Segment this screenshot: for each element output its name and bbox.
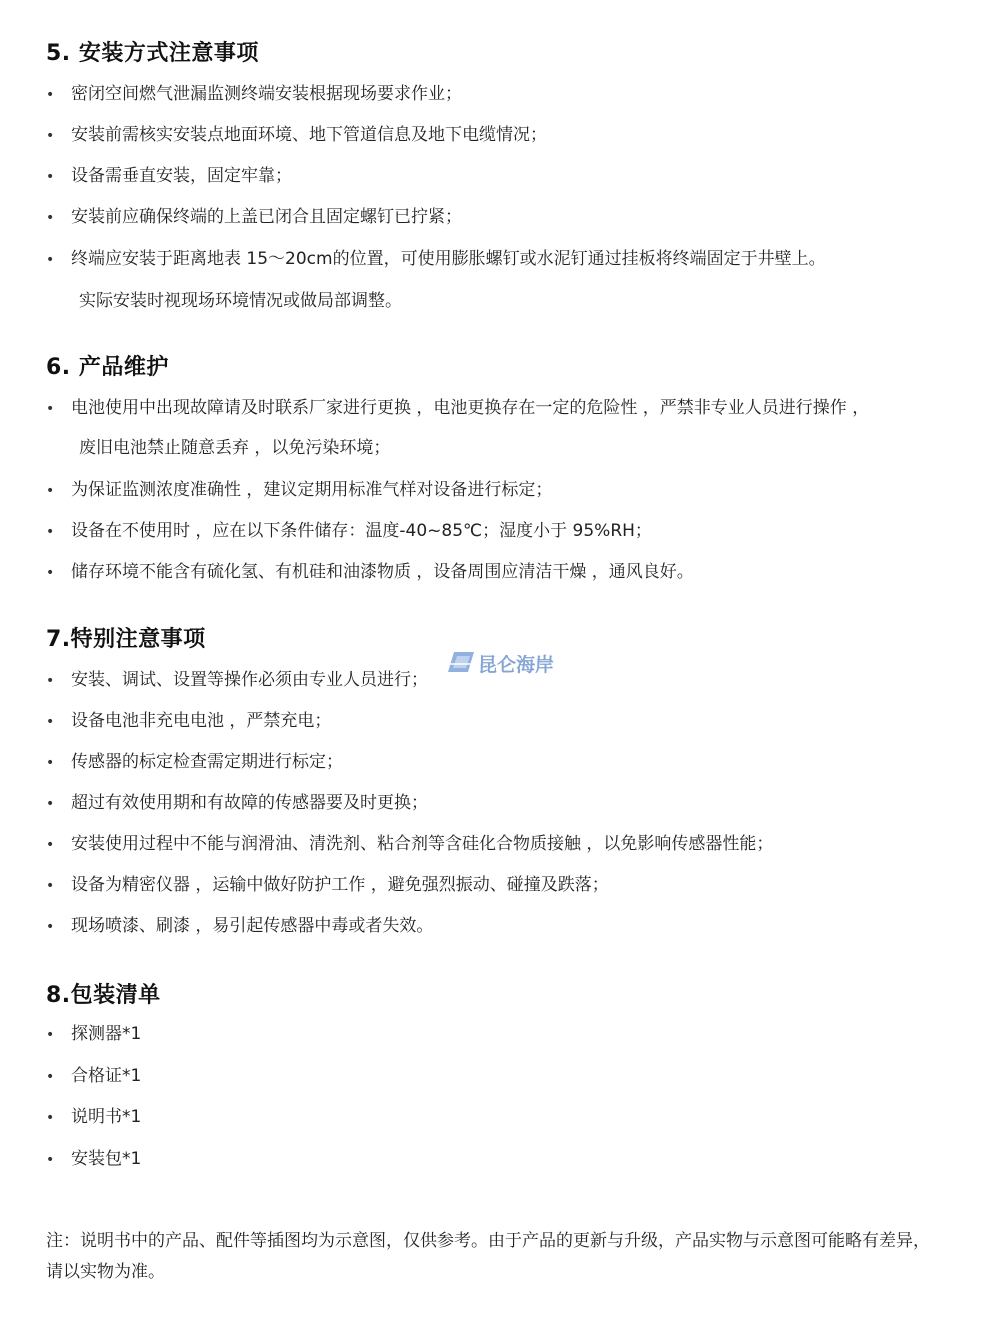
bullet-icon: •	[46, 1069, 55, 1085]
list-item-text: 设备在不使用时 ，应在以下条件储存：温度-40~85℃；湿度小于 95%RH；	[71, 521, 652, 541]
list-item	[46, 709, 331, 734]
list-item-continuation: 实际安装时视现场环境情况或做局部调整。	[79, 291, 402, 311]
bullet-icon: •	[46, 401, 55, 417]
bullet-icon: •	[46, 169, 55, 185]
list-item-text: 终端应安装于距离地表 15～20cm的位置，可使用膨胀螺钉或水泥钉通过挂板将终端固定于井壁上。	[71, 249, 826, 269]
list-item-text: 设备需垂直安装，固定牢靠；	[71, 166, 292, 186]
disclaimer-note: 注：说明书中的产品、配件等插图均为示意图，仅供参考。由于产品的更新与升级，产品实物与示意图可能略有差异，请以实物为准。	[46, 1231, 930, 1282]
list-item	[46, 478, 552, 503]
section-5-title: 5. 安装方式注意事项	[46, 41, 259, 66]
list-item-text: 探测器*1	[71, 1024, 142, 1044]
bullet-icon: •	[46, 1027, 55, 1043]
section-7-title: 7.特别注意事项	[46, 627, 206, 652]
list-item-continuation: 废旧电池禁止随意丢弃 ，以免污染环境；	[79, 438, 391, 458]
list-item-text: 合格证*1	[71, 1066, 142, 1086]
list-item-text: 设备电池非充电电池 ，严禁充电；	[71, 711, 332, 731]
bullet-icon: •	[46, 87, 55, 103]
bullet-icon: •	[46, 524, 55, 540]
bullet-icon: •	[46, 210, 55, 226]
list-item	[46, 164, 292, 189]
list-item-text: 电池使用中出现故障请及时联系厂家进行更换 ，电池更换存在一定的危险性 ，严禁非专业人员进行操作 ，	[71, 398, 870, 418]
list-item-text: 现场喷漆、刷漆 ，易引起传感器中毒或者失效。	[71, 916, 434, 936]
list-item	[46, 1105, 141, 1130]
list-item	[46, 1022, 141, 1047]
kunlun-logo-icon	[446, 651, 476, 677]
list-item-text: 储存环境不能含有硫化氢、有机硅和油漆物质 ，设备周围应清洁干燥 ，通风良好。	[71, 562, 694, 582]
list-item-text: 为保证监测浓度准确性 ，建议定期用标准气样对设备进行标定；	[71, 480, 553, 500]
list-item	[46, 519, 652, 544]
list-item	[46, 914, 433, 939]
list-item-text: 安装前需核实安装点地面环境、地下管道信息及地下电缆情况；	[71, 125, 547, 145]
list-item	[46, 873, 609, 898]
list-item-text: 安装使用过程中不能与润滑油、清洗剂、粘合剂等含硅化合物质接触 ，以免影响传感器性能；	[71, 834, 774, 854]
bullet-icon: •	[46, 755, 55, 771]
list-item	[46, 1147, 141, 1172]
list-item-text: 说明书*1	[71, 1107, 142, 1127]
list-item	[46, 123, 547, 148]
bullet-icon: •	[46, 673, 55, 689]
list-item-text: 安装、调试、设置等操作必须由专业人员进行；	[71, 670, 428, 690]
list-item	[46, 832, 773, 857]
bullet-icon: •	[46, 714, 55, 730]
list-item	[46, 750, 343, 775]
bullet-icon: •	[46, 919, 55, 935]
list-item	[46, 82, 462, 107]
watermark	[446, 650, 554, 677]
list-item-text: 设备为精密仪器 ，运输中做好防护工作 ，避免强烈振动、碰撞及跌落；	[71, 875, 609, 895]
bullet-icon: •	[46, 1110, 55, 1126]
bullet-icon: •	[46, 1152, 55, 1168]
list-item	[46, 560, 694, 585]
list-item-text: 安装包*1	[71, 1149, 142, 1169]
list-item	[46, 791, 428, 816]
list-item	[46, 205, 462, 230]
list-item-text: 密闭空间燃气泄漏监测终端安装根据现场要求作业；	[71, 84, 462, 104]
bullet-icon: •	[46, 565, 55, 581]
section-6-title: 6. 产品维护	[46, 355, 169, 380]
list-item-text: 传感器的标定检查需定期进行标定；	[71, 752, 343, 772]
bullet-icon: •	[46, 128, 55, 144]
bullet-icon: •	[46, 878, 55, 894]
watermark-text: 昆仑海岸	[478, 654, 555, 676]
bullet-icon: •	[46, 483, 55, 499]
list-item	[46, 668, 428, 693]
bullet-icon: •	[46, 252, 55, 268]
list-item	[46, 396, 869, 421]
list-item	[46, 1064, 141, 1089]
section-8-title: 8.包装清单	[46, 983, 161, 1008]
bullet-icon: •	[46, 837, 55, 853]
list-item-text: 超过有效使用期和有故障的传感器要及时更换；	[71, 793, 428, 813]
list-item	[46, 247, 826, 272]
bullet-icon: •	[46, 796, 55, 812]
list-item-text: 安装前应确保终端的上盖已闭合且固定螺钉已拧紧；	[71, 207, 462, 227]
